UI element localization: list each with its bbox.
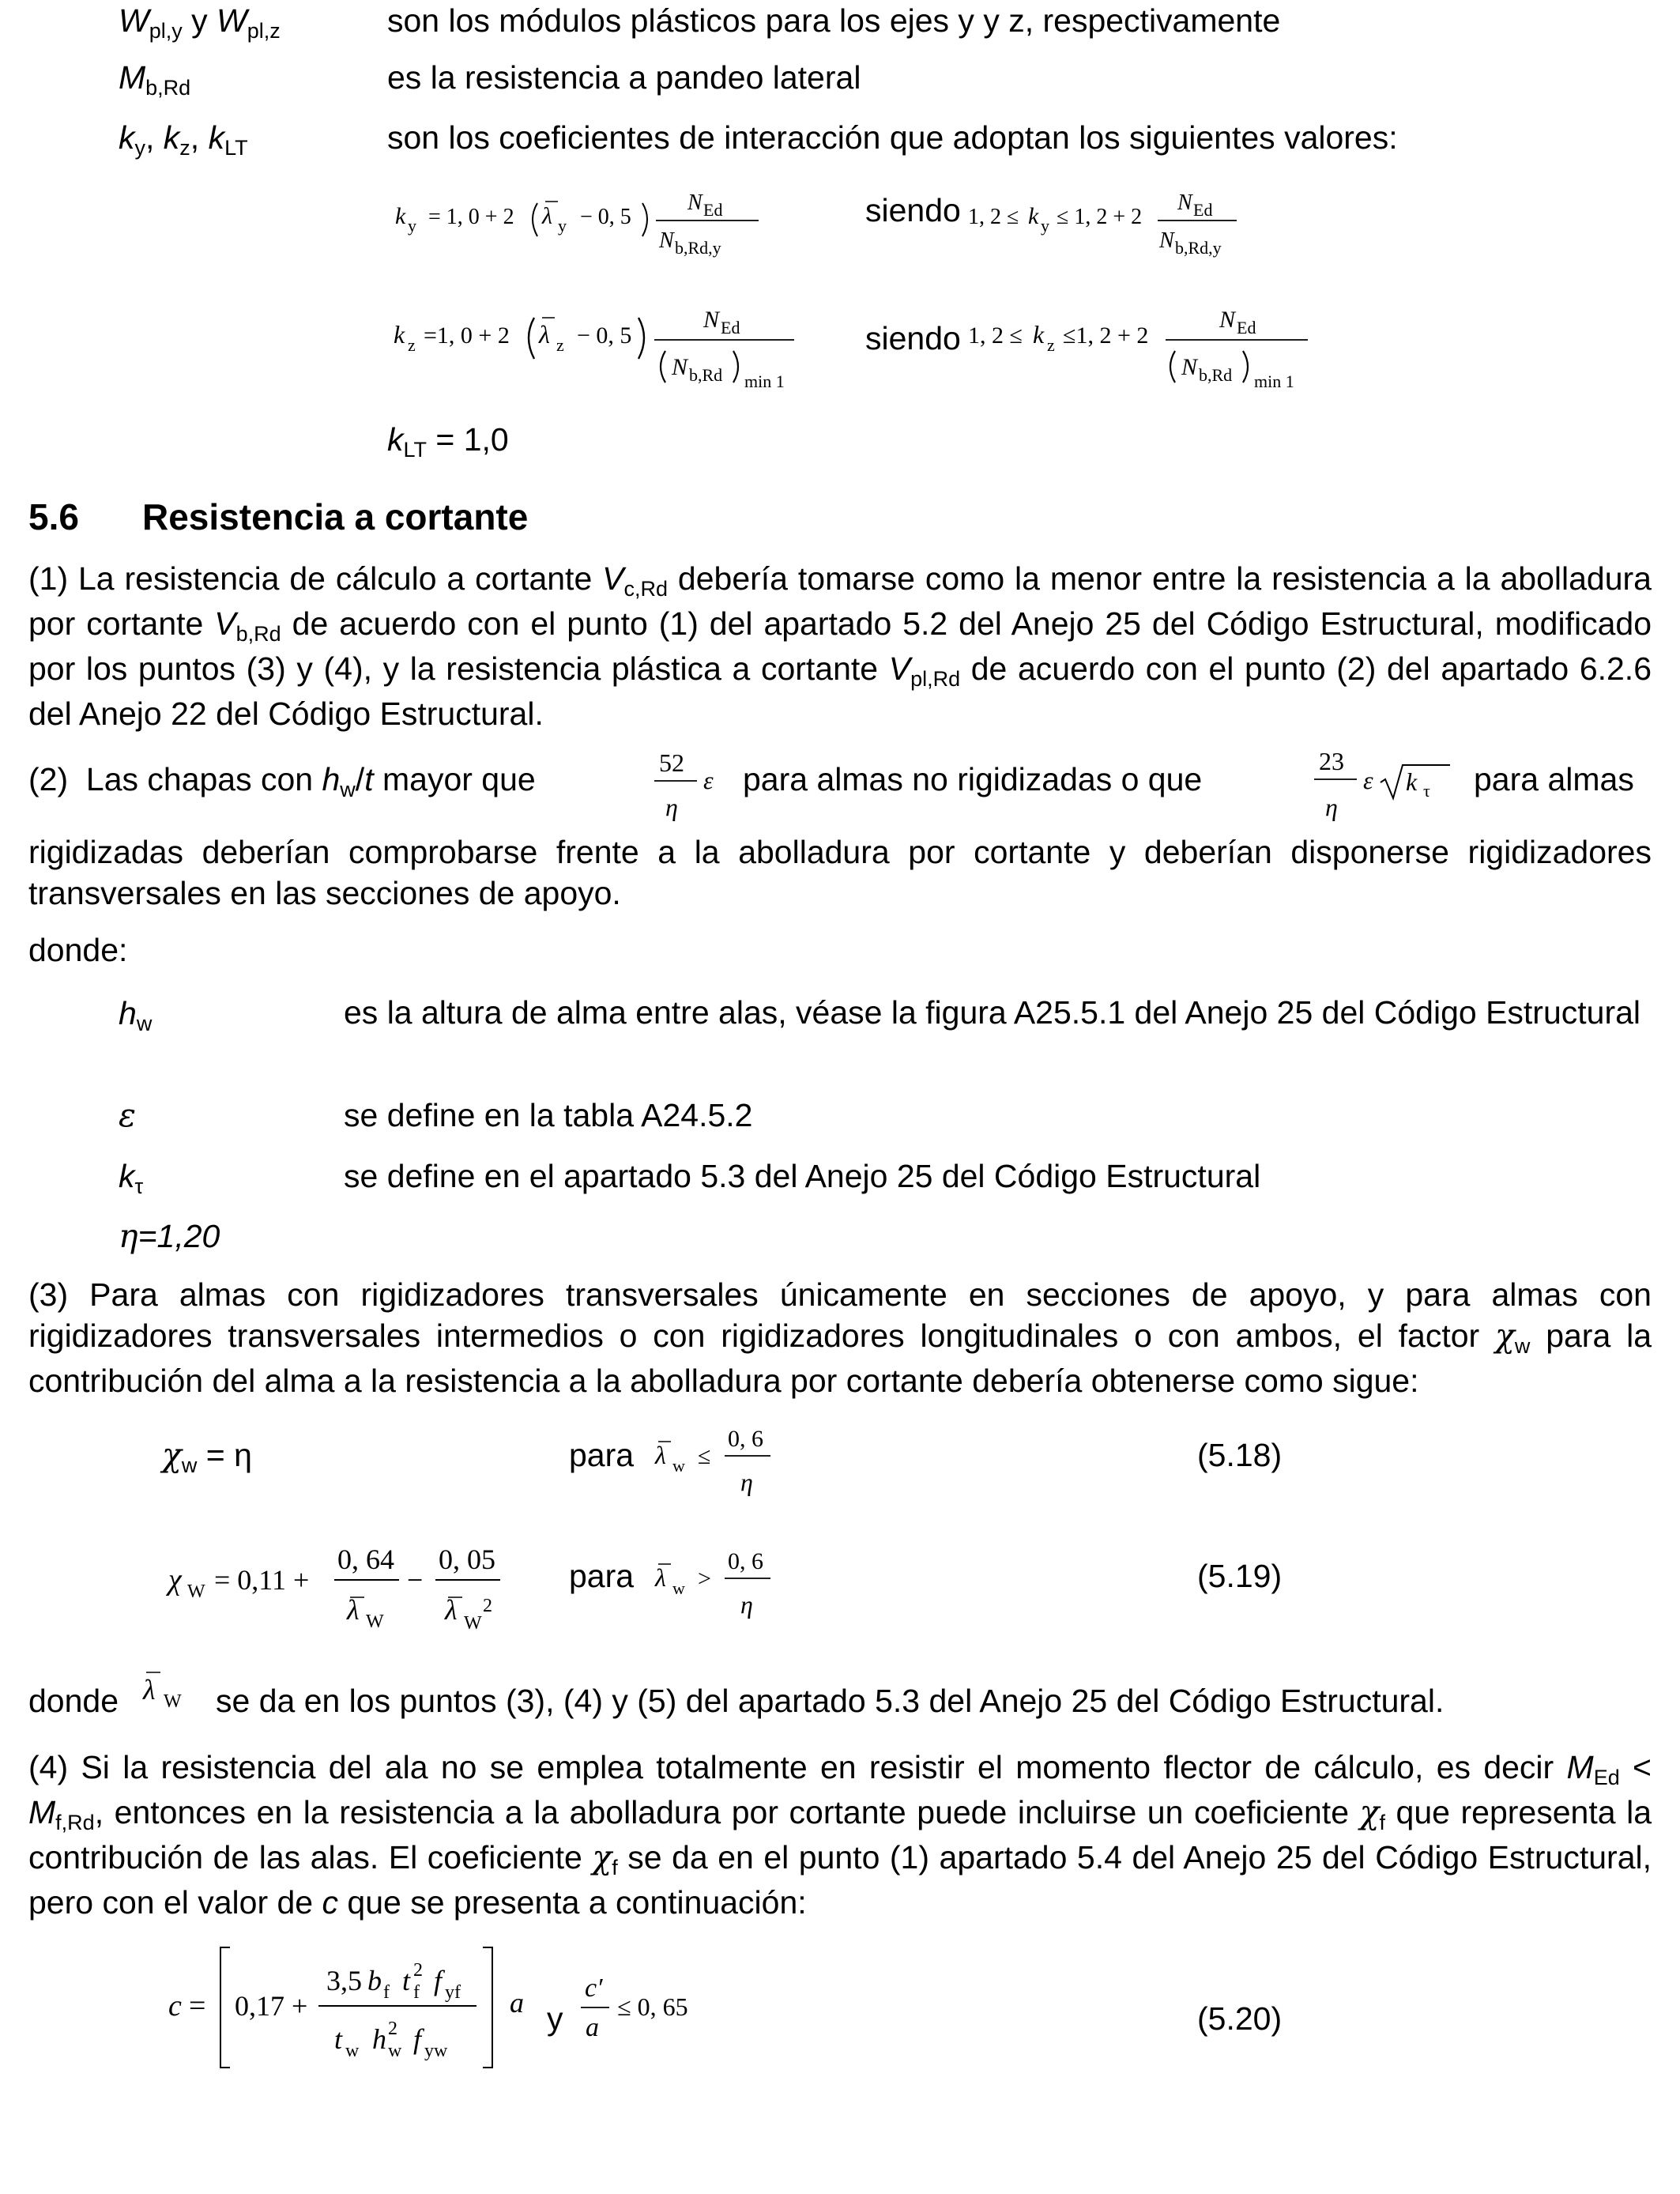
svg-text:z: z (408, 335, 416, 355)
svg-text:≤: ≤ (698, 1443, 711, 1469)
svg-text:w: w (672, 1456, 685, 1476)
donde-lambda-text: se da en los puntos (3), (4) y (5) del apartado 5.3 del Anejo 25 del Código Estructural. (216, 1683, 1445, 1719)
svg-text:yf: yf (445, 1982, 461, 2003)
svg-text:Ed: Ed (1237, 318, 1256, 337)
svg-text:=1, 0 + 2: =1, 0 + 2 (424, 322, 510, 349)
svg-text:f: f (413, 2023, 422, 2055)
svg-text:t: t (334, 2023, 343, 2055)
svg-text:min 1: min 1 (744, 371, 785, 391)
svg-text:y: y (558, 216, 567, 236)
svg-text:− 0, 5: − 0, 5 (580, 205, 631, 229)
svg-text:N: N (687, 190, 703, 215)
section-title: Resistencia a cortante (142, 496, 529, 537)
kz-formula (387, 294, 806, 397)
svg-text:= 1, 0 + 2: = 1, 0 + 2 (428, 205, 514, 229)
definition-k-coefficients: son los coeficientes de interacción que adoptan los siguientes valores: (387, 119, 1398, 156)
kz-limit-formula (968, 294, 1324, 397)
donde-lambda-label: donde (28, 1683, 119, 1719)
svg-text:b,Rd,y: b,Rd,y (1175, 238, 1222, 258)
symbol-mbrd: Mb,Rd (119, 59, 191, 100)
definition-mbrd: es la resistencia a pandeo lateral (387, 59, 861, 96)
eta-definition: η=1,20 (119, 1217, 220, 1255)
svg-text:2: 2 (388, 2019, 397, 2039)
svg-text:2: 2 (413, 1960, 423, 1981)
eq-5-20-y: y (547, 2000, 563, 2037)
svg-text:W: W (366, 1612, 384, 1632)
svg-text:2: 2 (483, 1596, 492, 1616)
svg-text:W: W (187, 1581, 205, 1602)
svg-text:yw: yw (424, 2041, 448, 2061)
paragraph-2-line-1-end: para almas (1474, 761, 1634, 797)
siendo-label-2: siendo (865, 320, 961, 356)
svg-text:23: 23 (1319, 747, 1344, 775)
definition-k-tau: se define en el apartado 5.3 del Anejo 25 del Código Estructural (344, 1158, 1261, 1194)
svg-text:y: y (408, 216, 416, 236)
svg-text:k: k (1406, 767, 1418, 796)
svg-text:λ: λ (655, 1563, 666, 1592)
svg-text:b,Rd: b,Rd (1199, 365, 1233, 385)
siendo-label-1: siendo (865, 192, 961, 228)
svg-text:N: N (1219, 307, 1236, 333)
symbol-hw: hw (119, 995, 153, 1035)
svg-text:0, 64: 0, 64 (337, 1544, 394, 1575)
svg-text:λ: λ (445, 1594, 458, 1626)
limit-23-formula (1308, 741, 1454, 830)
svg-text:f: f (434, 1965, 443, 1996)
svg-text:λ: λ (542, 203, 552, 229)
paragraph-2-line-1-start: (2) Las chapas con hw/t mayor que (28, 761, 536, 801)
svg-text:b,Rd,y: b,Rd,y (675, 238, 721, 258)
svg-text:k: k (394, 320, 405, 349)
ky-limit-formula (968, 178, 1268, 265)
svg-text:c′: c′ (585, 1973, 603, 2003)
svg-text:k: k (1028, 203, 1039, 229)
svg-text:y: y (1041, 216, 1049, 236)
lambda-w-symbol (138, 1660, 209, 1731)
svg-text:0,17 +: 0,17 + (235, 1990, 308, 2022)
limit-52-formula (648, 743, 743, 830)
svg-text:b: b (367, 1965, 382, 1996)
eq-5-18-para: para (569, 1437, 635, 1473)
svg-text:1, 2 ≤: 1, 2 ≤ (968, 205, 1019, 229)
svg-text:min 1: min 1 (1254, 371, 1294, 391)
svg-text:N: N (659, 228, 674, 253)
svg-text:η: η (740, 1468, 753, 1496)
svg-text:w: w (345, 2041, 360, 2061)
svg-text:η: η (740, 1590, 753, 1619)
klt-value: kLT = 1,0 (387, 421, 509, 462)
svg-text:k: k (395, 203, 406, 229)
svg-text:0, 6: 0, 6 (728, 1548, 763, 1574)
eq-5-18-lhs: χw = η (162, 1436, 252, 1477)
svg-text:N: N (672, 354, 688, 380)
symbol-wpl: Wpl,y y Wpl,z (119, 2, 281, 43)
svg-text:N: N (1181, 354, 1198, 380)
svg-text:0, 6: 0, 6 (728, 1426, 763, 1452)
svg-text:a: a (510, 1987, 524, 2019)
svg-text:λ: λ (655, 1441, 666, 1469)
paragraph-2-rest: rigidizadas deberían comprobarse frente a la abolladura por cortante y deberían disponerse rigidizadores transversales en las secciones de apoyo. (28, 834, 1652, 911)
svg-text:b,Rd: b,Rd (689, 365, 723, 385)
eq-5-18-condition (652, 1415, 794, 1502)
paragraph-3: (3) Para almas con rigidizadores transversales únicamente en secciones de apoyo, y para almas con rigidizadores transversales intermedios o con rigidizadores longitudinales o con ambos, el factor χw para la contribución del alma a la resistencia a la abolladura por cortante debería obtenerse como sigue: (28, 1276, 1652, 1399)
eq-5-19-condition (652, 1537, 794, 1624)
svg-text:>: > (698, 1566, 711, 1592)
svg-text:f: f (383, 1982, 390, 2003)
svg-text:η: η (665, 793, 678, 821)
svg-text:1, 2 ≤: 1, 2 ≤ (968, 322, 1023, 349)
donde-label: donde: (28, 932, 128, 968)
svg-text:Ed: Ed (721, 318, 740, 337)
svg-text:χ: χ (168, 1563, 182, 1596)
svg-text:≤ 0, 65: ≤ 0, 65 (617, 1992, 688, 2021)
definition-wpl: son los módulos plásticos para los ejes y y z, respectivamente (387, 2, 1281, 39)
svg-text:a: a (586, 2013, 599, 2042)
svg-text:≤1, 2 + 2: ≤1, 2 + 2 (1063, 322, 1149, 349)
svg-text:N: N (1159, 228, 1174, 253)
symbol-epsilon: ε (119, 1096, 137, 1134)
svg-text:η: η (1325, 793, 1338, 821)
paragraph-2-line-1-mid: para almas no rigidizadas o que (743, 761, 1203, 797)
svg-text:52: 52 (659, 748, 684, 777)
svg-text:W: W (464, 1613, 482, 1634)
svg-text:f: f (413, 1982, 420, 2003)
svg-text:z: z (556, 335, 564, 355)
svg-text:≤ 1, 2 + 2: ≤ 1, 2 + 2 (1057, 205, 1143, 229)
svg-text:z: z (1047, 335, 1055, 355)
svg-text:0, 05: 0, 05 (439, 1544, 495, 1575)
section-number: 5.6 (28, 496, 79, 537)
eq-5-20-number: (5.20) (1197, 2000, 1283, 2037)
svg-text:λ: λ (347, 1594, 360, 1626)
eq-5-20-formula (162, 1936, 699, 2079)
svg-text:N: N (1177, 190, 1192, 215)
svg-text:Ed: Ed (703, 200, 723, 220)
paragraph-4: (4) Si la resistencia del ala no se emplea totalmente en resistir el momento flector de cálculo, es decir MEd < Mf,Rd, entonces en la resistencia a la abolladura por cortante puede incluirse un coeficiente χf que representa la contribución de las alas. El coeficiente χf se da en el punto (1) apartado 5.4 del Anejo 25 del Código Estructural, pero con el valor de c que se presenta a continuación: (28, 1749, 1652, 1921)
svg-text:w: w (388, 2041, 402, 2061)
symbol-k-tau: kτ (119, 1158, 144, 1198)
svg-text:W: W (164, 1691, 182, 1712)
eq-5-18-number: (5.18) (1197, 1437, 1283, 1473)
svg-text:−: − (407, 1564, 424, 1596)
svg-text:Ed: Ed (1193, 200, 1213, 220)
svg-text:h: h (372, 2023, 386, 2055)
svg-text:λ: λ (143, 1674, 156, 1706)
eq-5-19-number: (5.19) (1197, 1558, 1283, 1594)
svg-text:− 0, 5: − 0, 5 (577, 322, 632, 349)
svg-text:3,5: 3,5 (326, 1965, 362, 1996)
svg-text:λ: λ (539, 320, 550, 349)
svg-text:t: t (402, 1965, 411, 1996)
definition-hw: es la altura de alma entre alas, véase la figura A25.5.1 del Anejo 25 del Código Estructural (344, 994, 1641, 1031)
paragraph-1: (1) La resistencia de cálculo a cortante Vc,Rd debería tomarse como la menor entre la resistencia a la abolladura por cortante Vb,Rd de acuerdo con el punto (1) del apartado 5.2 del Anejo 25 del Código Estructural, modificado por los puntos (3) y (4), y la resistencia plástica a cortante Vpl,Rd de acuerdo con el punto (2) del apartado 6.2.6 del Anejo 22 del Código Estructural. (28, 560, 1652, 732)
symbol-k-coefficients: ky, kz, kLT (119, 119, 248, 160)
svg-text:= 0,11 +: = 0,11 + (214, 1564, 310, 1596)
svg-text:c: c (168, 1989, 182, 2022)
eq-5-19-lhs (162, 1529, 518, 1640)
svg-text:ε: ε (1363, 766, 1373, 794)
svg-text:=: = (189, 1989, 206, 2022)
svg-text:ε: ε (703, 766, 714, 794)
svg-text:k: k (1033, 320, 1045, 349)
eq-5-19-para: para (569, 1558, 635, 1594)
ky-formula (387, 178, 782, 265)
svg-text:N: N (703, 307, 720, 333)
svg-text:τ: τ (1423, 781, 1430, 801)
definition-epsilon: se define en la tabla A24.5.2 (344, 1097, 753, 1133)
svg-text:w: w (672, 1578, 685, 1598)
